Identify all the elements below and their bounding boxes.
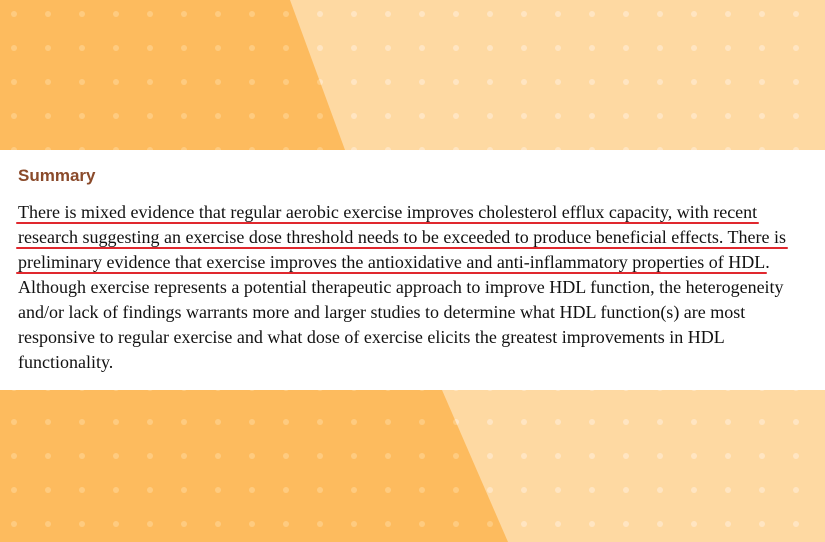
line-period: .: [765, 252, 770, 272]
summary-line-7: functionality.: [18, 352, 114, 372]
summary-line-2: [18, 225, 818, 250]
summary-line-6: responsive to regular exercise and what dose of exercise elicits the greatest improvements in HDL: [18, 327, 725, 347]
summary-title: Summary: [18, 166, 96, 185]
summary-line-1: [18, 200, 818, 225]
summary-line-5: and/or lack of findings warrants more and larger studies to determine what HDL function(s) are most: [18, 302, 746, 322]
summary-line-4: Although exercise represents a potential therapeutic approach to improve HDL function, the heterogeneity: [18, 277, 784, 297]
summary-line-3: [18, 250, 818, 275]
highlighted-text: There is mixed evidence that regular aerobic exercise improves cholesterol efflux capacity, with recent: [18, 202, 758, 222]
highlighted-text: research suggesting an exercise dose threshold needs to be exceeded to produce beneficial effects. There is: [18, 227, 787, 247]
summary-card: [0, 150, 825, 390]
summary-text: [18, 200, 818, 375]
highlighted-text: preliminary evidence that exercise improves the antioxidative and anti-inflammatory properties of HDL: [18, 252, 766, 272]
